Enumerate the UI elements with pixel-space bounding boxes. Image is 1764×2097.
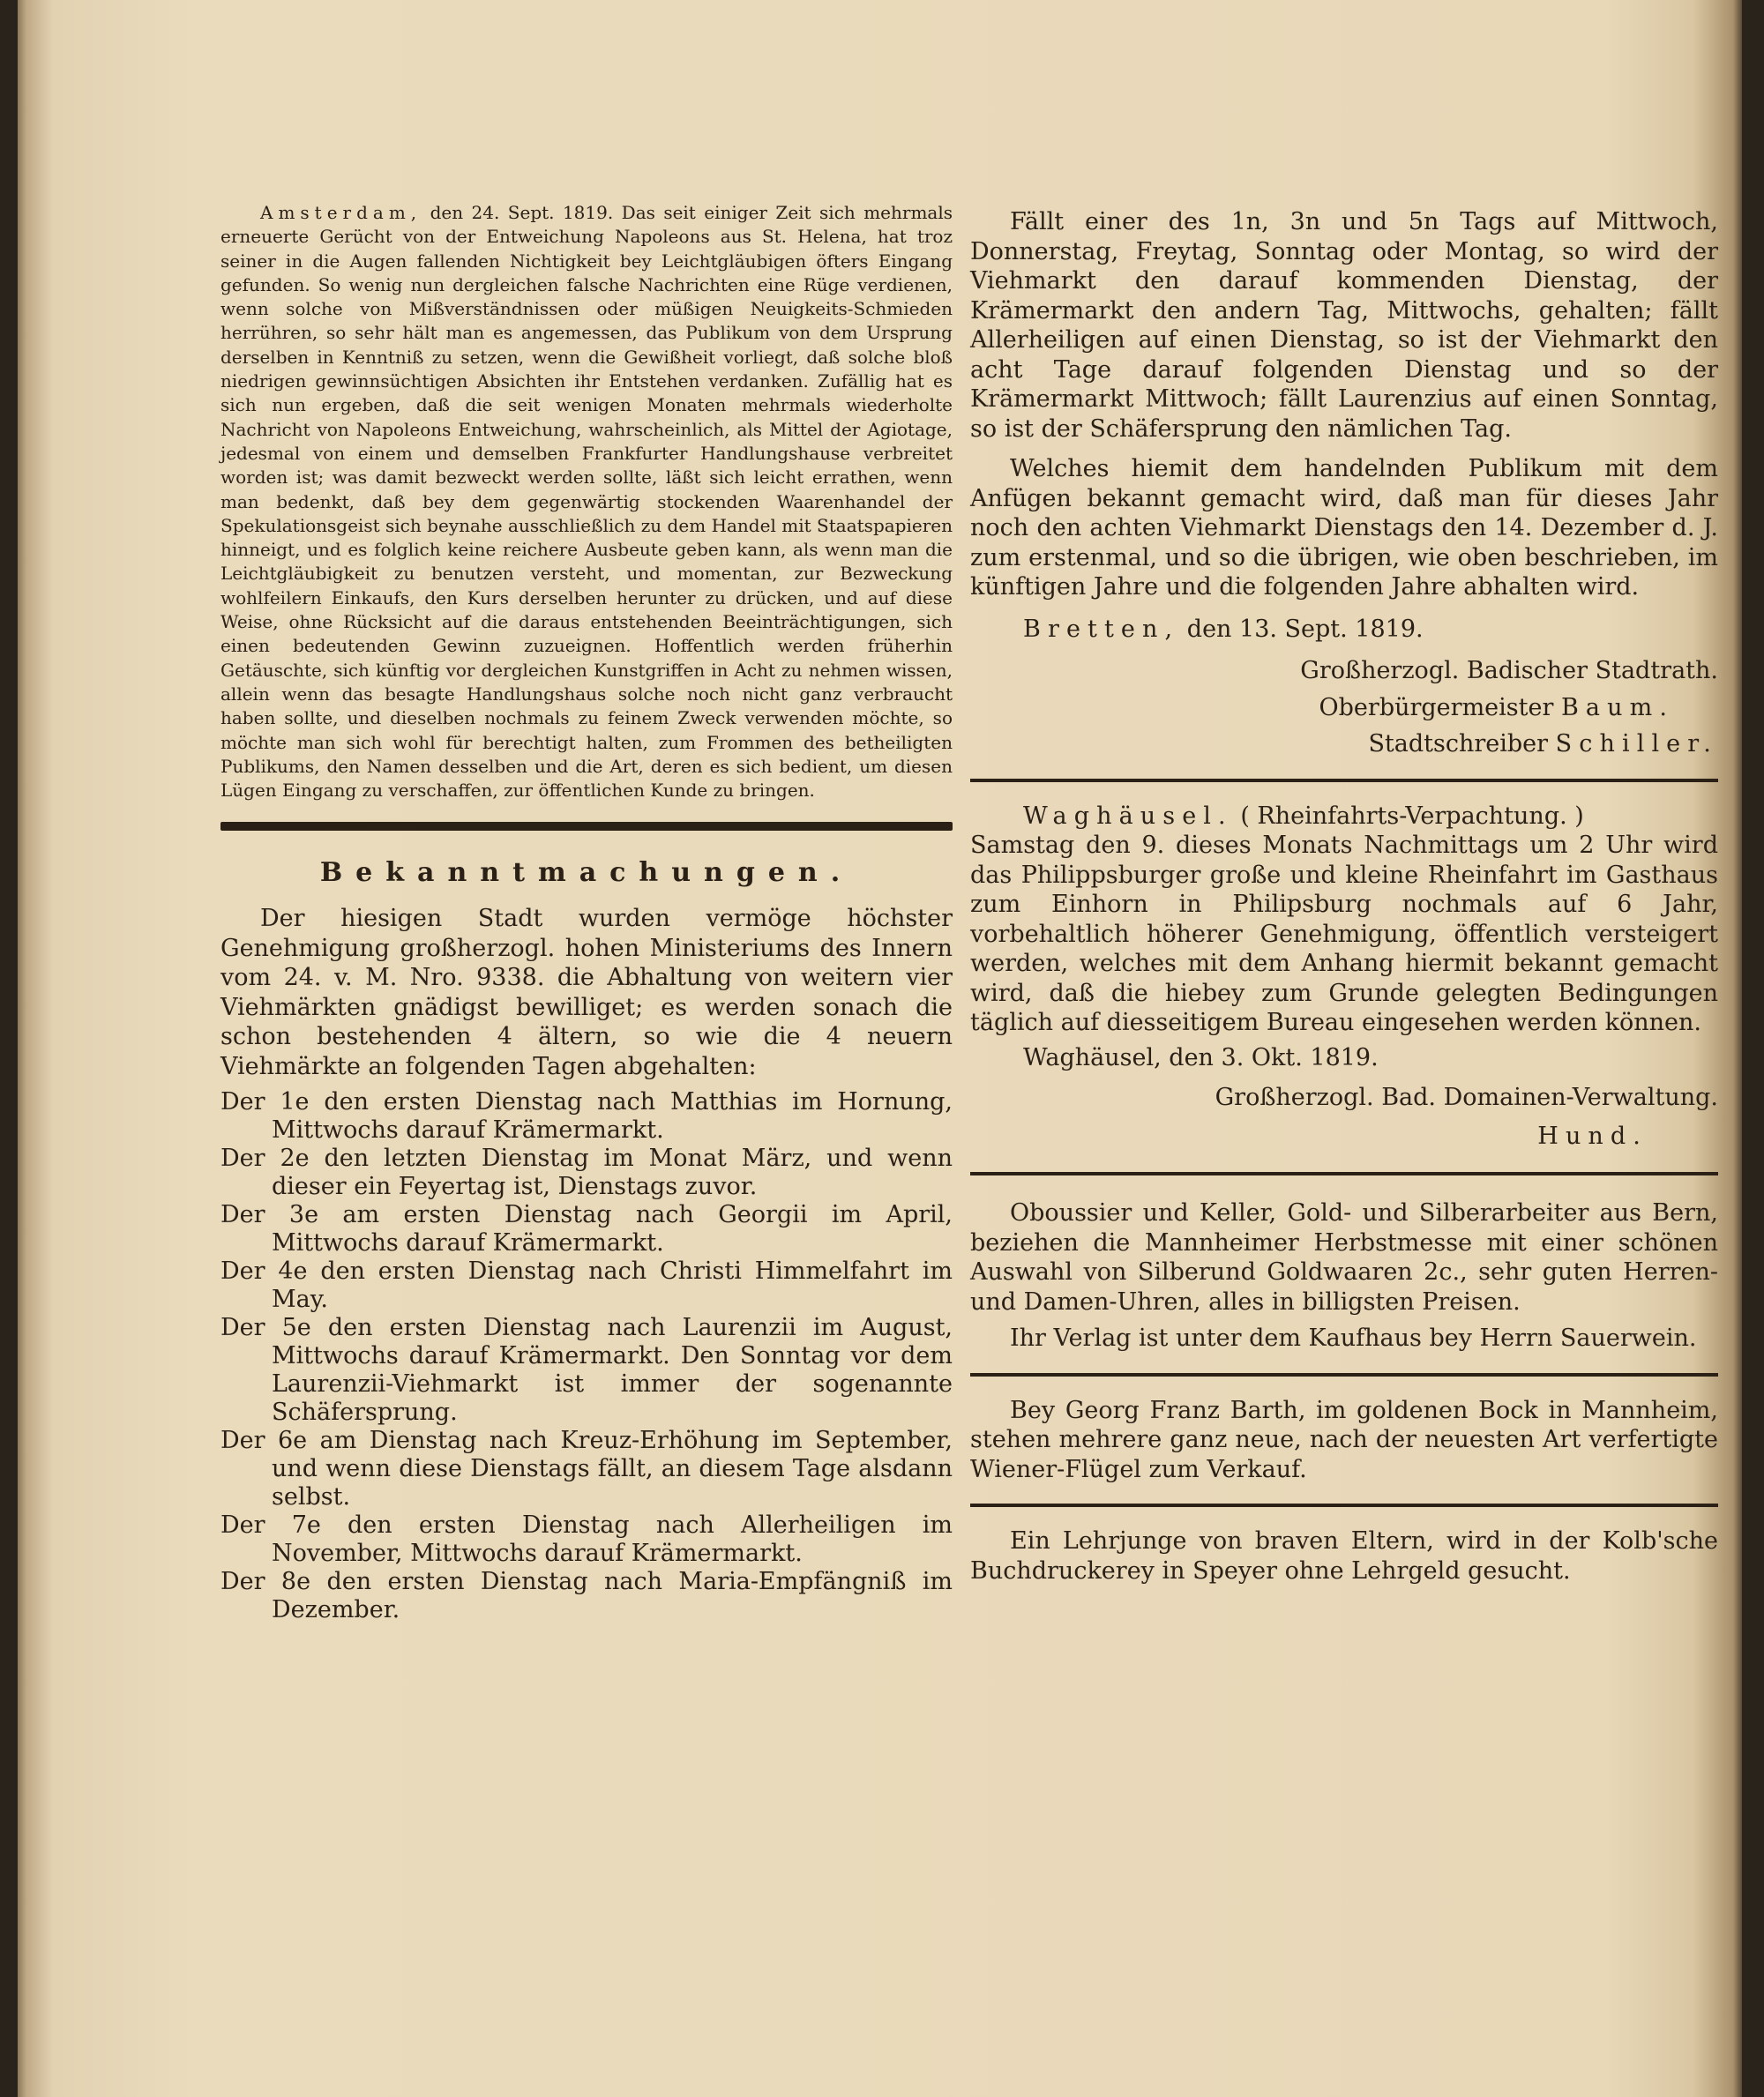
oboussier-ad: Oboussier und Keller, Gold- und Silberarbeiter aus Bern, beziehen die Mannheimer Herbstmesse mit einer schönen Auswahl von Silberund Goldwaaren 2c., sehr guten Herren- und Damen-Uhren, alles in billigsten Preisen. <box>970 1199 1718 1316</box>
waghaeusel-signature: Hund. <box>1537 1122 1648 1150</box>
oboussier-note: Ihr Verlag ist unter dem Kaufhaus bey Herrn Sauerwein. <box>1010 1325 1697 1352</box>
barth-ad: Bey Georg Franz Barth, im goldenen Bock in Mannheim, stehen mehrere ganz neue, nach der neuesten Art verfertigte Wiener-Flügel zum Verkauf. <box>970 1396 1718 1483</box>
section-divider <box>220 822 953 831</box>
clerk-title: Stadtschreiber <box>1368 730 1549 757</box>
waghaeusel-place: Waghäusel. <box>1023 802 1233 830</box>
market-intro: Der hiesigen Stadt wurden vermöge höchster Genehmigung großherzogl. hohen Ministeriums des Innern vom 24. v. M. Nro. 9338. die Abhaltung von weitern vier Viehmärkten gnädigst bewilliget; es werden sonach die schon bestehenden 4 ältern, so wie die 4 neuern Viehmärkte an folgenden Tagen abgehalten: <box>220 905 953 1080</box>
clerk-signature <box>970 729 1718 759</box>
article-text: Das seit einiger Zeit sich mehrmals erneuerte Gerücht von der Entweichung Napoleons aus St. Helena, hat troz seiner in die Augen fallenden Nichtigkeit bey Leichtgläubigen öfters Eingang gefunden. So wenig nun dergleichen falsche Nachrichten eine Rüge verdienen, wenn solche von Mißverständnissen oder müßigen Neuigkeits-Schmieden herrühren, so sehr hält man es angemessen, das Publikum von dem Ursprung derselben in Kenntniß zu setzen, wenn die Gewißheit vorliegt, daß solche bloß niedrigen gewinnsüchtigen Absichten ihr Entstehen verdanken. Zufällig hat es sich nun ergeben, daß die seit wenigen Monaten mehrmals wiederholte Nachricht von Napoleons Entweichung, wahrscheinlich, als Mittel der Agiotage, jedesmal von einem und demselben Frankfurter Handlungshause verbreitet worden ist; was damit bezweckt werden sollte, läßt sich leicht errathen, wenn man bedenkt, daß bey dem gegenwärtig stockenden Waarenhandel der Spekulationsgeist sich beynahe ausschließlich zu dem Handel mit Staatspapieren hinneigt, und es folglich keine reichere Ausbeute geben kann, als wenn man die Leichtgläubigkeit zu benutzen versteht, und momentan, zur Bezweckung wohlfeilern Einkaufs, den Kurs derselben herunter zu drücken, und auf diese Weise, ohne Rücksicht auf die daraus entstehenden Beeinträchtigungen, sich einen bedeutenden Gewinn zuzueignen. Hoffentlich werden früherhin Getäuschte, sich künftig vor dergleichen Kunstgriffen in Acht zu nehmen wissen, allein wenn das besagte Handlungshaus solche noch nicht ganz verbraucht haben sollte, und dieselben nochmals zu feinem Zweck verwenden möchte, so möchte man sich wohl für berechtigt halten, zum Frommen des betheiligten Publikums, den Namen desselben und die Art, deren es sich bedient, um diesen Lügen Eingang zu verschaffen, zur öffentlichen Kunde zu bringen. <box>220 202 953 802</box>
market-list <box>220 1088 953 1624</box>
waghaeusel-text: Samstag den 9. dieses Monats Nachmittags um 2 Uhr wird das Philippsburger große und kleine Rheinfahrt im Gasthaus zum Einhorn in Philipsburg nochmals auf 6 Jahr, vorbehaltlich höherer Genehmigung, öffentlich versteigert werden, welches mit dem Anhang hiermit bekannt gemacht wird, daß die hiebey zum Grunde gelegten Bedingungen täglich auf diesseitigem Bureau eingesehen werden können. <box>970 832 1718 1036</box>
left-column <box>220 201 953 1624</box>
newspaper-page <box>18 0 1742 2097</box>
right-column <box>970 207 1718 1586</box>
list-item: Der 6e am Dienstag nach Kreuz-Erhöhung im September, und wenn diese Dienstags fällt, an diesem Tage alsdann selbst. <box>220 1427 953 1511</box>
mayor-signature <box>970 693 1718 723</box>
waghaeusel-header <box>970 802 1718 832</box>
mayor-name: Baum. <box>1560 693 1674 721</box>
waghaeusel-dateline: Waghäusel, den 3. Okt. 1819. <box>1023 1043 1379 1071</box>
bekanntmachungen-heading: Bekanntmachungen. <box>319 857 854 889</box>
market-notice: Welches hiemit dem handelnden Publikum mit dem Anfügen bekannt gemacht wird, daß man für dieses Jahr noch den achten Viehmarkt Dienstags den 14. Dezember d. J. zum erstenmal, und so die übrigen, wie oben beschrieben, im künftigen Jahre und die folgenden Jahre abhalten wird. <box>970 455 1718 601</box>
amsterdam-article <box>220 201 953 802</box>
clerk-name: Schiller. <box>1555 730 1718 757</box>
waghaeusel-topic: ( Rheinfahrts-Verpachtung. ) <box>1240 802 1584 830</box>
dateline-date: den 13. Sept. 1819. <box>1186 615 1424 643</box>
lehrjunge-ad: Ein Lehrjunge von braven Eltern, wird in der Kolb'sche Buchdruckerey in Speyer ohne Lehrgeld gesucht. <box>970 1527 1718 1585</box>
bretten-dateline <box>970 615 1718 645</box>
article-date: den 24. Sept. 1819. <box>430 202 614 223</box>
list-item: Der 3e am ersten Dienstag nach Georgii im April, Mittwochs darauf Krämermarkt. <box>220 1201 953 1257</box>
waghaeusel-authority: Großherzogl. Bad. Domainen-Verwaltung. <box>1215 1084 1718 1111</box>
mayor-title: Oberbürgermeister <box>1319 693 1554 721</box>
market-continuation: Fällt einer des 1n, 3n und 5n Tags auf Mittwoch, Donnerstag, Freytag, Sonntag oder Montag, so wird der Viehmarkt den darauf kommenden Dienstag, der Krämermarkt den andern Tag, Mittwochs, gehalten; fällt Allerheiligen auf einen Dienstag, so ist der Viehmarkt den acht Tage darauf folgenden Dienstag und so der Krämermarkt Mittwoch; fällt Laurenzius auf einen Sonntag, so ist der Schäfersprung den nämlichen Tag. <box>970 208 1718 443</box>
bretten-authority: Großherzogl. Badischer Stadtrath. <box>1300 657 1718 684</box>
list-item: Der 8e den ersten Dienstag nach Maria-Empfängniß im Dezember. <box>220 1568 953 1624</box>
list-item: Der 7e den ersten Dienstag nach Allerheiligen im November, Mittwochs darauf Krämermarkt. <box>220 1511 953 1568</box>
dateline-place: Bretten, <box>1023 615 1180 643</box>
list-item: Der 5e den ersten Dienstag nach Laurenzii im August, Mittwochs darauf Krämermarkt. Den Sonntag vor dem Laurenzii-Viehmarkt ist immer der sogenannte Schäfersprung. <box>220 1314 953 1427</box>
list-item: Der 2e den letzten Dienstag im Monat März, und wenn dieser ein Feyertag ist, Dienstags zuvor. <box>220 1145 953 1201</box>
list-item: Der 1e den ersten Dienstag nach Matthias im Hornung, Mittwochs darauf Krämermarkt. <box>220 1088 953 1145</box>
article-place: Amsterdam, <box>260 202 422 223</box>
list-item: Der 4e den ersten Dienstag nach Christi Himmelfahrt im May. <box>220 1257 953 1314</box>
